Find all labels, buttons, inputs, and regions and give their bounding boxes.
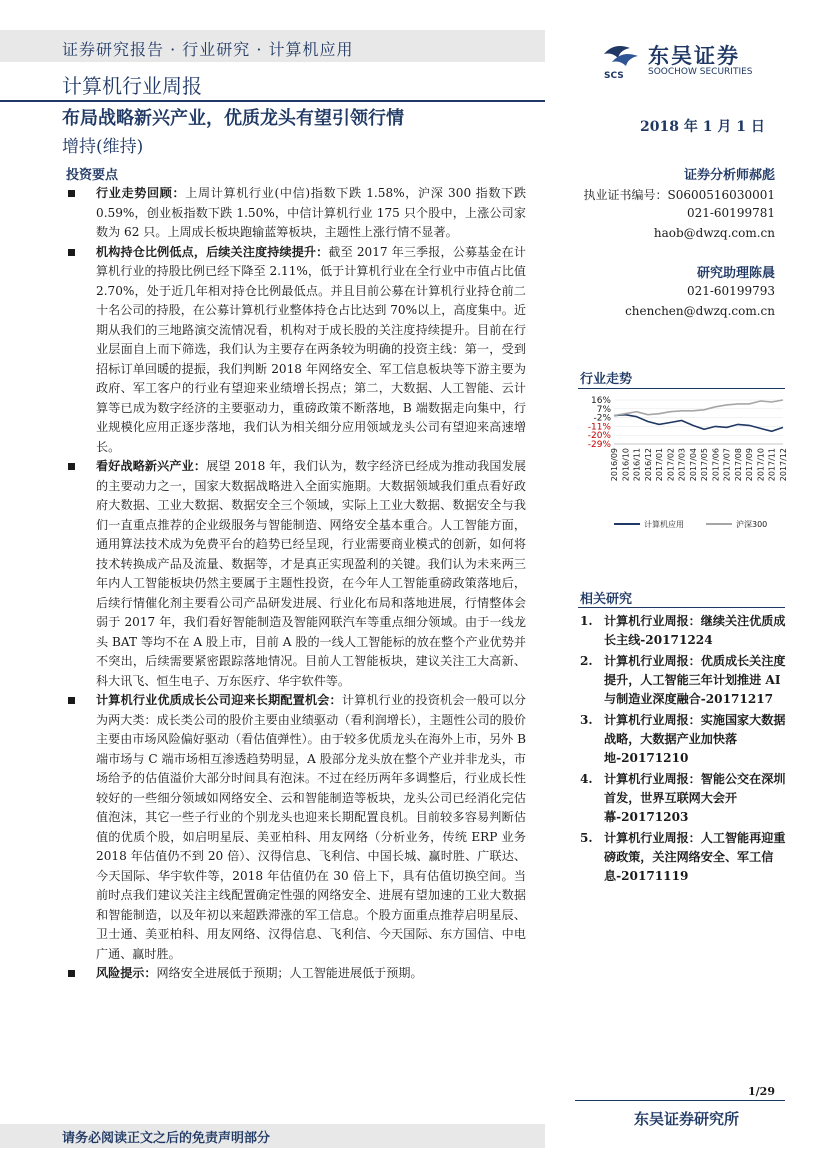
bullet-square-icon: [68, 249, 75, 256]
footer-disclaimer: 请务必阅读正文之后的免责声明部分: [62, 1131, 271, 1146]
assistant-email[interactable]: chenchen@dwzq.com.cn: [625, 304, 775, 318]
report-date: 2018 年 1 月 1 日: [640, 119, 765, 135]
bullet-heading: 看好战略新兴产业：: [96, 459, 207, 473]
x-tick-label: 2017/03: [677, 448, 687, 482]
related-title: 相关研究: [580, 592, 633, 607]
company-logo: [600, 38, 780, 82]
bullet-text: 计算机行业的投资机会一般可以分为两大类：成长类公司的股价主要由业绩驱动（看利润增长），主题性公司的股价主要由市场风险偏好驱动（看估值弹性）。由于较多优质龙头在海外上市，另外 B 端市场与 C 端市场相互渗透趋势明显，A 股部分龙头放在整个产业并非龙头，市场给予的估值溢价大部分时间具有泡沫。不过在经历两年多调整后，行业成长性较好的一些细分领域如网络安全、云和智能制造等板块，龙头公司已经消化完估值泡沫，其它一些子行业的个别龙头也迎来长期配置良机。目前较多容易判断估值的优质个股，如启明星辰、美亚柏科、用友网络（分析业务，传统 ERP 业务 2018 年估值仍不到 20 倍）、汉得信息、飞利信、中国长城、赢时胜、广联达、今天国际、华宇软件等，2018 年估值仍在 30 倍上下，具有估值切换空间。当前时点我们建议关注主线配置确定性强的网络安全、进展有望加速的工业大数据和智能制造，以及年初以来超跌滞涨的军工信息。个股方面重点推荐启明星辰、卫士通、美亚柏科、用友网络、汉得信息、飞利信、今天国际、东方国信、中电广通、赢时胜。: [96, 693, 526, 961]
y-tick-label: -29%: [587, 440, 611, 450]
logo-mark-text: SCS: [604, 71, 624, 80]
related-text: 计算机行业周报：智能公交在深圳首发，世界互联网大会开幕-20171203: [604, 772, 786, 824]
report-category: 证券研究报告 · 行业研究 · 计算机应用: [62, 40, 354, 59]
bullet-item: [66, 184, 526, 243]
logo-en: SOOCHOW SECURITIES: [648, 67, 753, 77]
x-tick-label: 2017/06: [711, 448, 721, 482]
trend-divider: [578, 388, 785, 389]
analyst-cert: 执业证书编号：S0600516030001: [583, 188, 775, 202]
y-tick-label: 7%: [596, 404, 611, 415]
bullet-square-icon: [68, 970, 75, 977]
bullet-item: [66, 691, 526, 964]
bullet-text: 上周计算机行业(中信)指数下跌 1.58%，沪深 300 指数下跌 0.59%，创业板指数下跌 1.50%，中信计算机行业 175 只个股中，上涨公司家数为 62 只。上周成长板块跑输蓝筹板块，主题性上涨行情不显著。: [96, 186, 526, 239]
report-type-title: 计算机行业周报: [62, 74, 202, 98]
x-tick-label: 2016/11: [632, 448, 642, 482]
rating: 增持(维持): [62, 137, 144, 157]
investment-points: [66, 184, 526, 984]
x-tick-label: 2017/12: [779, 448, 788, 482]
x-tick-label: 2016/10: [621, 448, 631, 482]
assistant-title: 研究助理陈晨: [696, 266, 775, 281]
assistant-phone: 021-60199793: [686, 284, 775, 298]
series-line-computer-app: [614, 415, 783, 432]
related-num: 3.: [580, 713, 593, 727]
footer-institute: 东吴证券研究所: [634, 1110, 740, 1128]
logo-cn: 东吴证券: [648, 44, 740, 68]
header-category-bar: [0, 30, 545, 62]
x-tick-label: 2016/12: [643, 448, 653, 482]
series-line-hs300: [614, 400, 783, 416]
legend-label: 沪深300: [736, 520, 768, 529]
related-num: 2.: [580, 654, 593, 668]
y-tick-label: -2%: [593, 413, 611, 424]
bullet-heading: 行业走势回顾：: [96, 186, 186, 200]
bullet-item: [66, 243, 526, 458]
x-tick-label: 2017/02: [666, 448, 676, 482]
bullet-item: [66, 457, 526, 691]
bullet-text: 网络安全进展低于预期；人工智能进展低于预期。: [156, 966, 423, 980]
related-num: 5.: [580, 831, 593, 845]
analyst-phone: 021-60199781: [686, 206, 775, 220]
x-tick-label: 2017/07: [722, 448, 732, 482]
related-text: 计算机行业周报：实施国家大数据战略，大数据产业加快落地-20171210: [604, 713, 786, 765]
x-tick-label: 2017/01: [655, 448, 665, 482]
header-divider: [0, 100, 545, 102]
bullet-square-icon: [68, 190, 75, 197]
trend-title: 行业走势: [580, 372, 633, 387]
bullet-heading: 机构持仓比例低点，后续关注度持续提升：: [96, 244, 329, 259]
analyst-email[interactable]: haob@dwzq.com.cn: [653, 226, 775, 240]
footer-disclaimer-bar: [0, 1124, 545, 1148]
x-tick-label: 2017/04: [688, 448, 698, 482]
related-num: 1.: [580, 614, 593, 628]
related-item[interactable]: [580, 612, 795, 650]
footer-divider: [575, 1100, 785, 1101]
x-tick-label: 2017/10: [756, 448, 766, 482]
related-divider: [578, 607, 785, 608]
bullet-heading: 计算机行业优质成长公司迎来长期配置机会：: [96, 693, 342, 707]
x-tick-label: 2017/05: [700, 448, 710, 482]
logo-mark-icon: [600, 40, 644, 80]
related-item[interactable]: [580, 711, 795, 768]
y-tick-label: -11%: [587, 422, 611, 433]
x-tick-label: 2017/08: [733, 448, 743, 482]
bullet-text: 展望 2018 年，我们认为，数字经济已经成为推动我国发展的主要动力之一，国家大数据战略进入全面实施期。大数据领域我们重点看好政府大数据、工业大数据、数据安全三个领域，实际上工业大数据、数据安全与我们一直重点推荐的企业级服务与智能制造、网络安全基本重合。人工智能方面，通用算法技术成为免费平台的趋势已经呈现，行业需要商业模式的创新，如何将技术转换成产品及流量、数据等，才是真正实现盈利的关键。我们认为未来两三年内人工智能板块仍然主要属于主题性投资，在今年人工智能重磅政策落地后，后续行情催化剂主要看公司产品研发进展、行业化布局和落地进展，行情整体会弱于 2017 年，我们看好智能制造及智能网联汽车等重点细分领域。由于一线龙头 BAT 等均不在 A 股上市，目前 A 股的一线人工智能标的放在整个产业优势并不突出，后续需要紧密跟踪落地情况。目前人工智能板块，建议关注工大高新、科大讯飞、恒生电子、万东医疗、华宇软件等。: [96, 459, 526, 688]
bullet-square-icon: [68, 697, 75, 704]
related-text: 计算机行业周报：优质成长关注度提升，人工智能三年计划推进 AI 与制造业深度融合-20171217: [604, 654, 786, 706]
related-item[interactable]: [580, 770, 795, 827]
analyst-title: 证券分析师郝彪: [683, 168, 775, 183]
related-item[interactable]: [580, 652, 795, 709]
bullet-square-icon: [68, 463, 75, 470]
y-tick-label: 16%: [590, 396, 611, 406]
legend-label: 计算机应用: [644, 520, 684, 529]
section-title: 投资要点: [66, 168, 119, 183]
y-tick-label: -20%: [587, 431, 611, 442]
bullet-heading: 风险提示：: [96, 966, 157, 980]
report-headline: 布局战略新兴产业，优质龙头有望引领行情: [62, 108, 404, 129]
related-text: 计算机行业周报：人工智能再迎重磅政策，关注网络安全、军工信息-20171119: [604, 831, 786, 883]
industry-trend-chart: [578, 394, 788, 539]
related-research-list: [580, 612, 795, 888]
bullet-item: [66, 964, 526, 984]
related-item[interactable]: [580, 829, 795, 886]
related-text: 计算机行业周报：继续关注优质成长主线-20171224: [604, 614, 786, 647]
related-num: 4.: [580, 772, 593, 786]
x-tick-label: 2016/09: [610, 448, 619, 482]
x-tick-label: 2017/11: [767, 448, 777, 482]
x-tick-label: 2017/09: [745, 448, 755, 482]
bullet-text: 截至 2017 年三季报，公募基金在计算机行业的持股比例已经下降至 2.11%，低于计算机行业在全行业中市值占比值 2.70%，处于近几年相对持仓比例最低点。并且目前公募在计算机行业持仓前二十名公司的持股，在公募计算机行业整体持仓占比达到 70%以上，高度集中。近期从我们的三地路演交流情况看，机构对于成长股的关注度持续提升。目前在行业层面自上而下筛选，我们认为主要存在两条较为明确的投资主线：第一，受到招标订单回暖的提振，我们判断 2018 年网络安全、军工信息板块等下游主要为政府、军工客户的行业有望迎来业绩增长拐点；第二，大数据、人工智能、云计算等已成为数字经济的主要驱动力，重磅政策不断落地，B 端数据走向集中，行业规模化应用正逐步落地，我们认为相关细分应用领域龙头公司有望迎来高速增长。: [96, 244, 526, 454]
page-number: 1/29: [748, 1085, 775, 1098]
